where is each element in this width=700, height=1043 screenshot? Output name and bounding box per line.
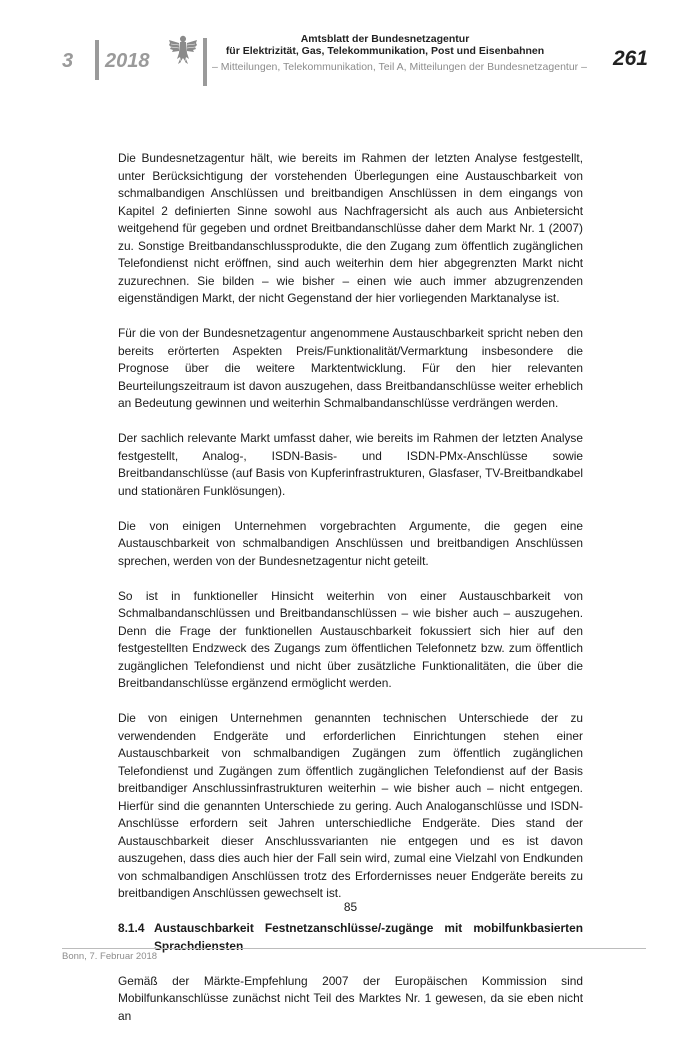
publication-title-line2: für Elektrizität, Gas, Telekommunikation, Post und Eisenbahnen [225,45,545,57]
footer-divider [62,948,646,949]
section-number: 8.1.4 [118,921,145,935]
paragraph: Die von einigen Unternehmen vorgebrachten Argumente, die gegen eine Austauschbarkeit von schmalbandigen Anschlüssen und breitbandigen Anschlüssen sprechen, werden von der Bundesnetzagentur nicht geteilt. [118,518,583,568]
paragraph: Die von einigen Unternehmen genannten technischen Unterschiede der zu verwendenden Endgeräte und erforderlichen Einrichtungen stehen einer Austauschbarkeit von schmalbandigen Zugängen zum öffentlich zugänglichen Telefondienst und Zugängen zum öffentlich zugänglichen Telefondienst auf der Basis breitbandiger Anschlussinfrastrukturen weiterhin – wie bisher auch – nicht entgegen. Hierfür sind die genannten Unterschiede zu gering. Auch Analoganschlüsse und ISDN-Anschlüsse erfordern seit Jahren unterschiedliche Endgeräte. Dies stand der Austauschbarkeit dieser Anschlussvarianten nie entgegen und es ist davon auszugehen, dass dies auch hier der Fall sein wird, zumal eine Vielzahl von Endkunden von schmalbandigen Anschlüssen trotz des Erfordernisses neuer Endgeräte bereits zu breitbandigen Anschlüssen gewechselt ist. [118,711,583,900]
federal-eagle-icon [168,33,198,65]
section-title: Austauschbarkeit Festnetzanschlüsse/-zugänge mit mobilfunkbasierten Sprachdiensten [154,921,583,953]
footer-place-date: Bonn, 7. Februar 2018 [62,951,158,962]
header-divider-bar [95,40,99,80]
paragraph: So ist in funktioneller Hinsicht weiterhin von einer Austauschbarkeit von Schmalbandanschlüssen und Breitbandanschlüssen – wie bisher auch – auszugehen. Denn die Frage der funktionellen Austauschbarkeit fokussiert sich hier auf den festgestellten Endzweck des Zugangs zum öffentlichen Telefonnetz bzw. zum öffentlich zugänglichen Telefondienst und nicht über zusätzliche Funktionalitäten, die über die Breitbandanschlüsse ergänzend ermöglicht werden. [118,588,583,690]
paragraph: Für die von der Bundesnetzagentur angenommene Austauschbarkeit spricht neben den bereits erörterten Aspekten Preis/Funktionalität/Vermarktung insbesondere die Prognose über die weitere Marktentwicklung. Für den hier relevanten Beurteilungszeitraum ist davon auszugehen, dass Breitbandanschlüsse weiter erheblich an Bedeutung gewinnen und weiterhin Schmalbandanschlüsse verdrängen werden. [118,326,583,410]
internal-page-number: 85 [343,900,358,914]
paragraph: Der sachlich relevante Markt umfasst daher, wie bereits im Rahmen der letzten Analyse festgestellt, Analog-, ISDN-Basis- und ISDN-PMx-Anschlüsse sowie Breitbandanschlüsse (auf Basis von Kupferinfrastrukturen, Glasfaser, TV-Breitbandkabel und stationären Funklösungen). [118,431,583,498]
issue-year: 2018 [105,50,150,72]
section-subtitle: – Mitteilungen, Telekommunikation, Teil A, Mitteilungen der Bundesnetzagentur – [212,61,587,73]
section-heading [118,920,583,955]
issue-number: 3 [62,50,74,72]
header-divider-bar-secondary [203,38,207,86]
paragraph: Die Bundesnetzagentur hält, wie bereits im Rahmen der letzten Analyse festgestellt, unter Berücksichtigung der vorstehenden Überlegungen eine Austauschbarkeit von schmalbandigen Anschlüssen und breitbandigen Anschlüssen in dem eingangs von Kapitel 2 definierten Sinne sowohl aus Nachfragersicht als auch aus Anbietersicht weitgehend für gegeben und ordnet Breitbandanschlüsse daher dem Markt Nr. 1 (2007) zu. Sonstige Breitbandanschlussprodukte, die den Zugang zum öffentlich zugänglichen Telefondienst nicht eröffnen, sind auch weiterhin dem hier abgegrenzten Markt nicht zuzurechnen. Sie bilden – wie bisher – einen wie auch immer abzugrenzenden eigenständigen Markt, der nicht Gegenstand der hier vorliegenden Marktanalyse ist. [118,151,583,305]
page-number-header: 261 [612,47,648,70]
publication-title-line1: Amtsblatt der Bundesnetzagentur [300,33,470,45]
paragraph: Gemäß der Märkte-Empfehlung 2007 der Europäischen Kommission sind Mobilfunkanschlüsse zunächst nicht Teil des Marktes Nr. 1 gewesen, da sie eben nicht an [118,973,583,1023]
